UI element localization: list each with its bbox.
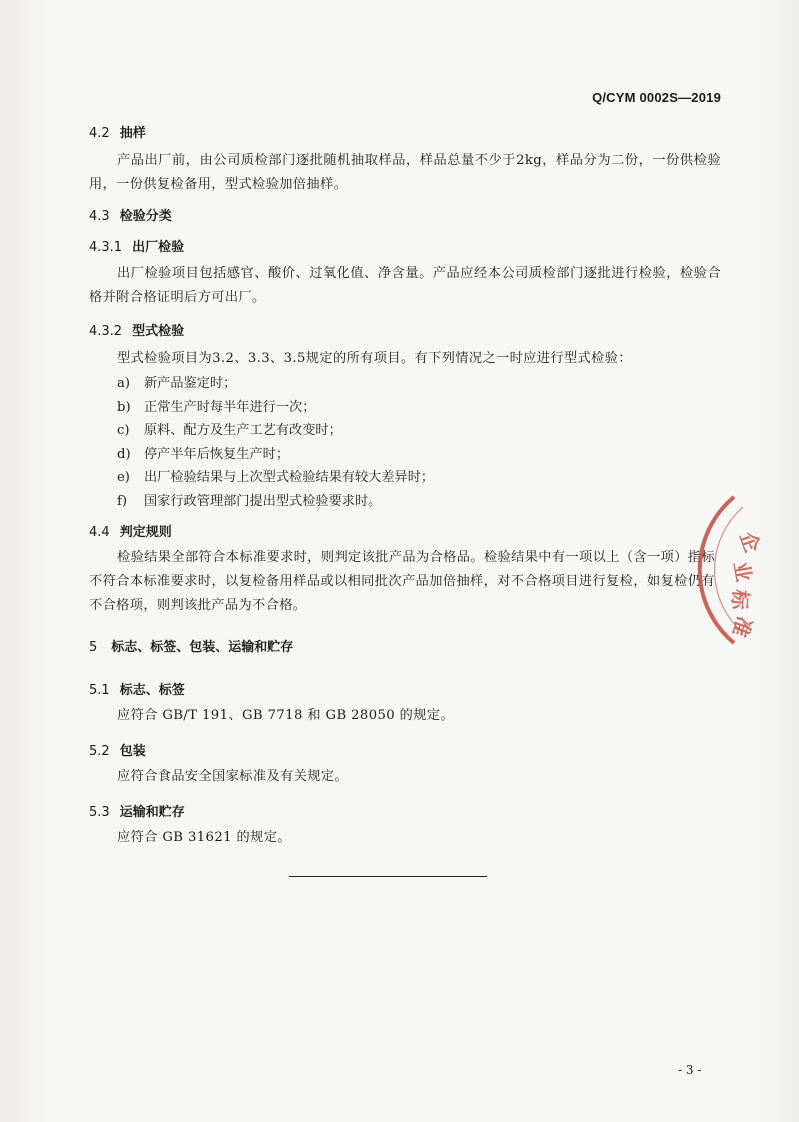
end-rule — [289, 876, 487, 877]
heading-4-3-2 — [89, 320, 184, 339]
heading-5 — [89, 636, 293, 655]
list-text: 新产品鉴定时； — [144, 376, 237, 391]
list-item — [117, 396, 717, 420]
heading-number: 4.3.2 — [89, 324, 123, 339]
heading-number: 4.3 — [89, 209, 110, 224]
heading-title: 运输和贮存 — [119, 805, 185, 820]
heading-number: 5 — [89, 640, 98, 655]
paragraph-4-3-1: 出厂检验项目包括感官、酸价、过氧化值、净含量。产品应经本公司质检部门逐批进行检验，检验合格并附合格证明后方可出厂。 — [89, 266, 721, 305]
heading-5-3 — [89, 801, 185, 820]
heading-number: 4.4 — [89, 525, 110, 540]
heading-title: 出厂检验 — [132, 240, 185, 255]
heading-title: 标志、标签、包装、运输和贮存 — [111, 640, 294, 655]
heading-5-2 — [89, 740, 146, 759]
heading-number: 4.2 — [89, 126, 110, 141]
svg-text:业: 业 — [729, 559, 757, 584]
heading-title: 检验分类 — [119, 209, 172, 224]
heading-4-3 — [89, 205, 172, 224]
svg-text:标: 标 — [727, 588, 753, 611]
list-mark: f) — [117, 493, 128, 509]
paragraph-5-3: 应符合 GB 31621 的规定。 — [117, 830, 291, 845]
seal-stamp — [716, 485, 799, 655]
list-text: 正常生产时每半年进行一次； — [144, 399, 316, 415]
page-number: - 3 - — [678, 1063, 702, 1077]
heading-title: 判定规则 — [119, 525, 172, 540]
svg-text:准: 准 — [727, 613, 757, 641]
list-mark: d) — [117, 446, 131, 462]
paragraph-5-1: 应符合 GB/T 191、GB 7718 和 GB 28050 的规定。 — [117, 708, 455, 723]
list-text: 原料、配方及生产工艺有改变时； — [144, 423, 342, 438]
heading-number: 5.1 — [89, 683, 110, 698]
list-item — [117, 490, 717, 514]
list-mark: b) — [117, 399, 131, 415]
list-text: 出厂检验结果与上次型式检验结果有较大差异时； — [144, 470, 435, 485]
heading-title: 型式检验 — [132, 324, 185, 339]
heading-5-1 — [89, 679, 185, 698]
heading-title: 包装 — [119, 744, 146, 759]
heading-title: 抽样 — [119, 126, 146, 141]
svg-text:企: 企 — [735, 528, 765, 556]
list-item — [117, 466, 717, 490]
paragraph-5-2: 应符合食品安全国家标准及有关规定。 — [117, 769, 348, 784]
heading-4-2 — [89, 122, 146, 141]
list-text: 停产半年后恢复生产时； — [144, 446, 290, 462]
list-mark: a) — [117, 376, 131, 391]
list-item — [117, 419, 717, 443]
heading-4-4 — [89, 521, 172, 540]
heading-number: 4.3.1 — [89, 240, 123, 255]
heading-title: 标志、标签 — [119, 683, 185, 698]
list-text: 国家行政管理部门提出型式检验要求时。 — [144, 493, 382, 509]
heading-number: 5.2 — [89, 744, 110, 759]
heading-number: 5.3 — [89, 805, 110, 820]
paragraph-4-4: 检验结果全部符合本标准要求时，则判定该批产品为合格品。检验结果中有一项以上（含一项）指标不符合本标准要求时，以复检备用样品或以相同批次产品加倍抽样，对不合格项目进行复检，如复检仍有不合格项，则判该批产品为不合格。 — [89, 550, 715, 613]
type-inspection-list — [117, 372, 717, 513]
list-mark: e) — [117, 470, 130, 485]
document-code: Q/CYM 0002S—2019 — [592, 90, 721, 105]
list-item — [117, 443, 717, 467]
list-item — [117, 372, 717, 396]
paragraph-4-3-2: 型式检验项目为3.2、3.3、3.5规定的所有项目。有下列情况之一时应进行型式检验： — [117, 351, 632, 366]
paragraph-4-2: 产品出厂前，由公司质检部门逐批随机抽取样品，样品总量不少于2kg，样品分为二份，一份供检验用，一份供复检备用，型式检验加倍抽样。 — [89, 153, 721, 192]
list-mark: c) — [117, 423, 130, 438]
heading-4-3-1 — [89, 236, 184, 255]
